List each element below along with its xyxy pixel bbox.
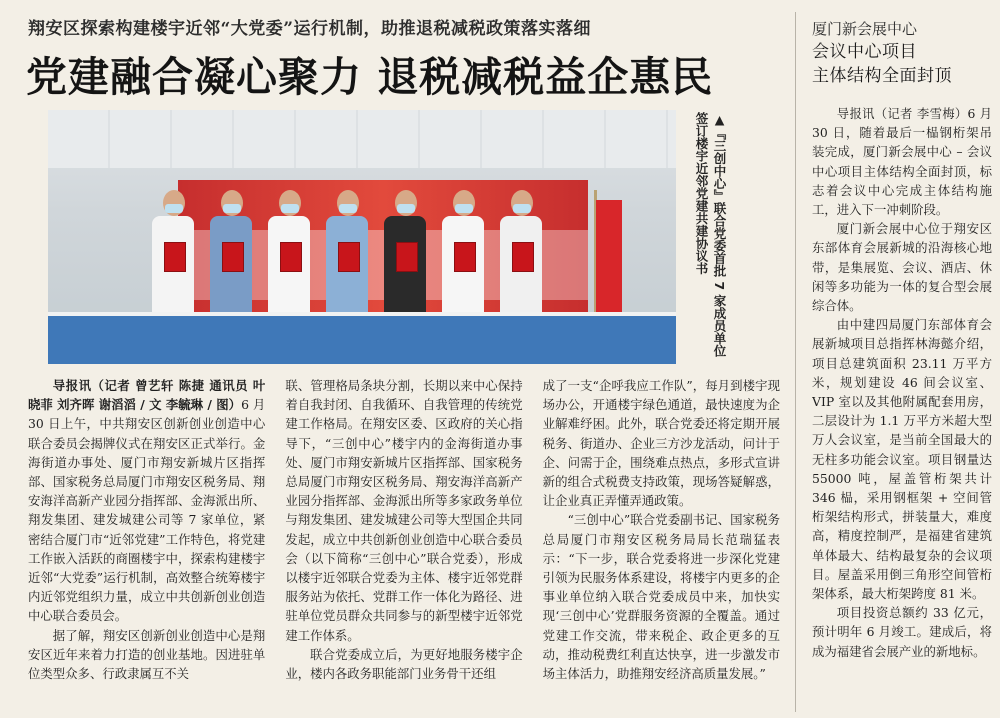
paragraph: 6 月 30 日上午，中共翔安区创新创业创造中心联合委员会揭牌仪式在翔安区正式举行。金海街道办事处、厦门市翔安新城片区指挥部、国家税务总局厦门市翔安区税务局、翔安海洋高新产业园分指挥部、金海派出所、翔发集团、建发城建公司等 7 家单位，紧密结合厦门市“近邻党建”工作特色，将党建工作嵌入活跃的商圈楼宇中，探索构建楼宇近邻“大党委”运行机制，高效整合统筹楼宇内近邻党组织力量，成立中共创新创业创造中心联合委员会。	[28, 397, 266, 624]
article-headline: 党建融合凝心聚力 退税减税益企惠民	[26, 53, 714, 101]
photo-person	[150, 190, 196, 320]
photo-person	[440, 190, 486, 320]
column-divider	[795, 12, 796, 712]
article-column-1	[28, 376, 265, 710]
photo-ceiling	[48, 110, 676, 168]
paragraph: 项目投资总额约 33 亿元，预计明年 6 月竣工。建成后，将成为福建省会展产业的新地标。	[812, 605, 992, 659]
side-headline-line-3: 主体结构全面封顶	[812, 66, 952, 86]
paragraph: 厦门新会展中心位于翔安区东部体育会展新城的沿海核心地带，是集展览、会议、酒店、休闲等多功能为一体的复合型会展综合体。	[812, 221, 992, 314]
article-column-2	[285, 376, 522, 710]
photo-person	[266, 190, 312, 320]
paragraph: “三创中心”联合党委副书记、国家税务总局厦门市翔安区税务局局长范瑞猛表示：“下一步，联合党委将进一步深化党建引领为民服务体系建设，将楼宇内更多的企事业单位纳入联合党委成员中来，加快实现‘三创中心’党群服务资源的全覆盖。通过党建工作交流，带来税企、政企更多的互动，推动税费红利直达快享，进一步激发市场主体活力，助推翔安经济高质量发展。”	[542, 512, 780, 682]
article-body	[28, 376, 780, 710]
side-headline-line-2: 会议中心项目	[812, 42, 917, 62]
article-column-3	[543, 376, 780, 710]
paragraph: 联合党委成立后，为更好地服务楼宇企业，楼内各政务职能部门业务骨干还组	[285, 646, 523, 682]
photo-person	[382, 190, 428, 320]
side-article-body	[812, 104, 992, 712]
article-kicker: 翔安区探索构建楼宇近邻“大党委”运行机制，助推退税减税政策落实落细	[28, 19, 592, 39]
photo-person	[498, 190, 544, 320]
side-headline-line-1: 厦门新会展中心	[812, 20, 918, 38]
photo-caption: ▲『三创中心』联合党委首批 7 家成员单位签订楼宇近邻党建共建协议书	[694, 112, 727, 357]
side-article-headline	[812, 18, 992, 88]
photo-desk	[48, 316, 676, 364]
paragraph: 联、管理格局条块分割，长期以来中心保持着自我封闭、自我循环、自我管理的传统党建工作格局。在翔安区委、区政府的关心指导下，“三创中心”楼宇内的金海街道办事处、厦门市翔安新城片区指挥部、国家税务总局厦门市翔安区税务局、翔安海洋高新产业园分指挥部、金海派出所等多家政务单位与翔发集团、建发城建公司等大型国企共同发起，成立中共创新创业创造中心联合委员会（以下简称“三创中心”联合党委），形成以楼宇近邻联合党委为主体、楼宇近邻党群服务站为依托、党群工作一体化为路径、进驻单位党员群众共同参与的新型楼宇近邻党建工作体系。	[285, 378, 523, 643]
photo-person	[324, 190, 370, 320]
photo-person	[208, 190, 254, 320]
paragraph: 由中建四局厦门东部体育会展新城项目总指挥林海懿介绍，项目总建筑面积 23.11 万平方米，规划建设 46 间会议室、VIP 室以及其他附属配套用房，二层设计为 1.1 万平方米超大型万人会议室，是当前全国最大的无柱多功能会议室。项目钢量达 55000 吨，屋盖管桁架共计 346 榀，采用钢框架 + 空间管桁架结构形式，拼装量大，难度高，精度控制严，是福建省建筑单体最大、结构最复杂的会议项目。屋盖采用倒三角形空间管桁架体系，最大桁架跨度 81 米。	[812, 317, 992, 602]
paragraph: 导报讯（记者 李雪梅）6 月 30 日，随着最后一榀钢桁架吊装完成，厦门新会展中心 – 会议中心项目主体结构全面封顶，标志着会议中心完成主体结构施工，进入下一冲刺阶段。	[812, 106, 992, 218]
byline: 导报讯（记者 曾艺轩 陈捷 通讯员 叶晓菲 刘齐晖 谢滔滔 / 文 李毓琳 / 图）	[28, 378, 266, 413]
paragraph: 成了一支“企呼我应工作队”，每月到楼宇现场办公，开通楼宇绿色通道，最快速度为企业解难纾困。此外，联合党委还将定期开展税务、街道办、企业三方沙龙活动，问计于企、问需于企，围绕难点热点，多形式宣讲新的组合式税费支持政策，现场答疑解惑，让企业真正弄懂弄通政策。	[542, 378, 780, 509]
news-photo	[48, 110, 676, 364]
paragraph: 据了解，翔安区创新创业创造中心是翔安区近年来着力打造的创业基地。因进驻单位类型众多、行政隶属互不关	[28, 627, 266, 682]
